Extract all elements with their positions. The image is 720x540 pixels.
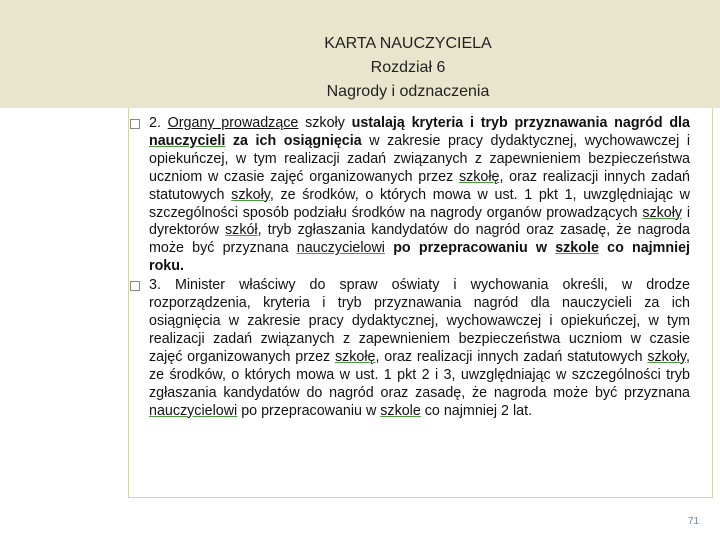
link-szkole[interactable]: szkole xyxy=(555,240,599,257)
slide-title xyxy=(0,32,720,104)
bold-text: po przepracowaniu w xyxy=(393,240,556,257)
text-segment xyxy=(385,240,393,256)
checkbox-icon xyxy=(130,281,140,291)
text-segment: , oraz realizacji innych zadań statutowych xyxy=(375,348,648,365)
bold-text: ustalają kryteria i tryb przyznawania nagród dla xyxy=(351,115,690,131)
text-segment: co najmniej 2 lat. xyxy=(420,402,533,419)
text-segment: , ze środków, o których mowa w ust. 1 pkt 2 i 3, uwzględniając w szczególności tryb zgłaszania kandydatów do nagród oraz zasadę, że nagroda może być przyznana xyxy=(149,348,690,401)
link-szkoly[interactable]: szkoły xyxy=(647,348,687,365)
link-szkole[interactable]: szkołę xyxy=(458,168,500,185)
text-segment: 3. Minister właściwy do spraw oświaty i wychowania określi, w drodze rozporządzenia, kryteria i tryb przyznawania nagród dla nauczycieli za ich osiągnięcia w zakresie pracy dydaktycznej, wychowawczej i opiekuńczej, w tym realizacji zadań związanych z zapewnieniem bezpieczeństwa uczniom w czasie zajęć organizowanych przez xyxy=(149,277,690,365)
bullet-item-2 xyxy=(130,115,690,276)
slide-content xyxy=(130,115,690,420)
text-segment: po przepracowaniu w xyxy=(237,402,381,419)
link-nauczycielowi[interactable]: nauczycielowi xyxy=(296,240,385,257)
text-segment: i dyrektorów xyxy=(149,204,690,239)
link-szkol[interactable]: szkół xyxy=(225,222,258,239)
link-nauczycielowi[interactable]: nauczycielowi xyxy=(149,402,238,419)
link-szkoly[interactable]: szkoły xyxy=(231,186,270,203)
title-line-1: KARTA NAUCZYCIELA xyxy=(324,35,492,52)
bullet-item-3 xyxy=(130,277,690,420)
underlined-term: Organy prowadzące xyxy=(167,115,299,131)
link-szkoly[interactable]: szkoły xyxy=(642,204,683,221)
text-segment: , tryb zgłaszania kandydatów do nagród oraz zasadę, że nagroda może być przyznana xyxy=(149,222,690,257)
link-szkole[interactable]: szkole xyxy=(380,402,421,419)
text-segment: , oraz realizacji innych zadań statutowych xyxy=(149,168,690,203)
bold-text: co najmniej roku. xyxy=(149,240,690,275)
page-number: 71 xyxy=(688,516,700,527)
title-line-3: Nagrody i odznaczenia xyxy=(326,83,490,100)
bold-text: za ich osiągnięcia xyxy=(225,132,362,149)
title-line-2: Rozdział 6 xyxy=(370,59,446,76)
text-segment: , ze środków, o których mowa w ust. 1 pkt 1, uwzględniając w szczególności sposób podziału środków na nagrody organów prowadzących xyxy=(149,186,690,221)
text-segment: w zakresie pracy dydaktycznej, wychowawczej i opiekuńczej, w tym realizacji zadań związanych z zapewnieniem bezpieczeństwa uczniom w czasie zajęć organizowanych przez xyxy=(149,132,691,185)
link-nauczycieli[interactable]: nauczycieli xyxy=(149,132,226,149)
checkbox-icon xyxy=(130,119,140,129)
text-segment: 2. xyxy=(149,115,168,131)
text-segment: szkoły xyxy=(298,115,352,131)
link-szkole[interactable]: szkołę xyxy=(334,348,376,365)
